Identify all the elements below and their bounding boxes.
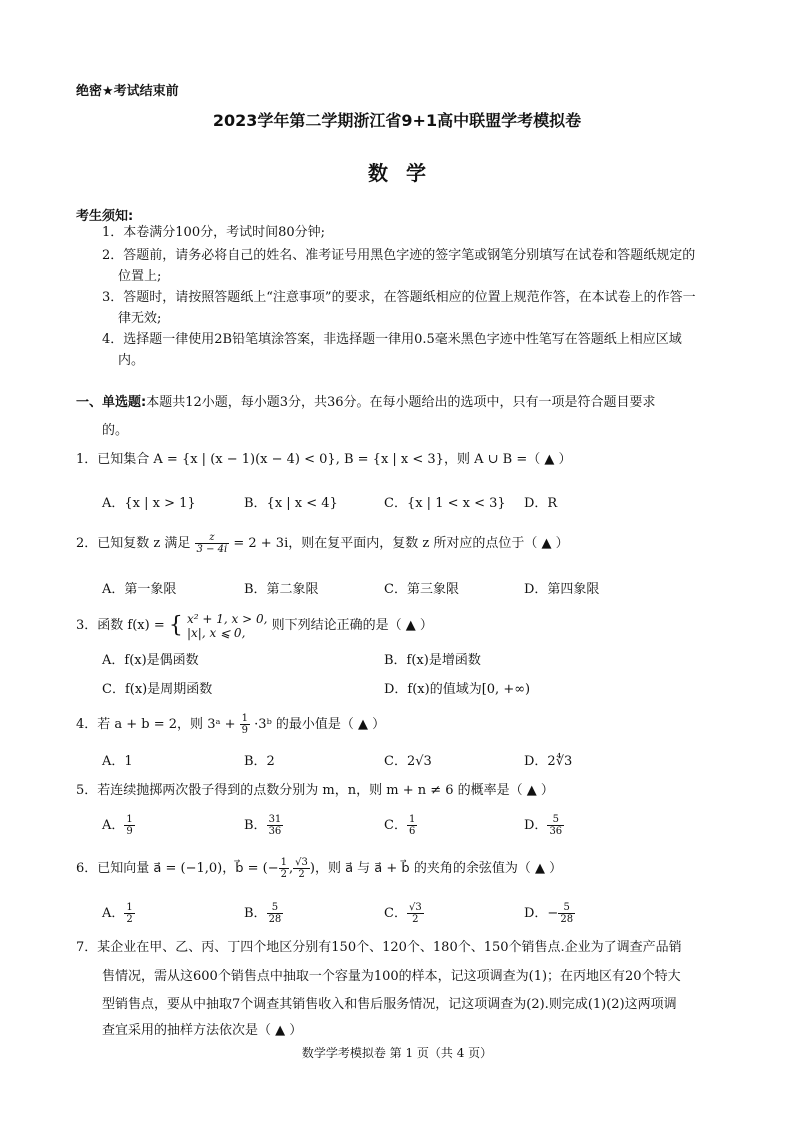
question-7-line-3: 型销售点，要从中抽取7个调查其销售收入和售后服务情况，记这项调查为(2).则完成(1)(2)这两项调 — [102, 997, 677, 1012]
option-label: C． — [384, 906, 407, 921]
option-label: A． — [102, 818, 125, 833]
q2-option-d: D．第四象限 — [524, 582, 600, 597]
frac-num: 1 — [408, 814, 416, 825]
option-label: D． — [524, 818, 548, 833]
q3-cases — [187, 612, 267, 640]
q6-option-d — [524, 902, 575, 925]
q3-case-2: |x|, x ⩽ 0, — [187, 626, 246, 640]
frac-num: 1 — [126, 902, 133, 913]
question-7-line-4: 查宜采用的抽样方法依次是（ ▲ ） — [102, 1023, 303, 1038]
q5-option-a — [102, 814, 135, 837]
option-label: B． — [244, 906, 267, 921]
subject-title: 数学 — [368, 161, 444, 185]
option-fraction — [267, 814, 284, 837]
frac-den: 28 — [560, 914, 574, 925]
frac-den: 9 — [126, 826, 133, 837]
q3-option-c: C．f(x)是周期函数 — [102, 682, 213, 697]
notice-item: 1．本卷满分100分，考试时间80分钟; — [102, 225, 326, 240]
q5-option-c — [384, 814, 417, 837]
question-7-line-2: 售情况，需从这600个销售点中抽取一个容量为100的样本，记这项调查为(1)；在丙地区有20个特大 — [102, 969, 681, 984]
section-heading — [76, 394, 656, 412]
option-fraction — [547, 814, 564, 837]
option-fraction — [124, 814, 134, 837]
q4-option-a: A．1 — [102, 754, 133, 769]
q3-option-d: D．f(x)的值域为[0, +∞) — [384, 682, 531, 697]
q4-prefix: 4．若 a + b = 2，则 3ᵃ + — [76, 717, 236, 732]
option-fraction — [267, 902, 284, 925]
q1-option-d: D．R — [524, 496, 558, 511]
q4-option-d: D．2∜3 — [524, 754, 573, 769]
frac-den: 36 — [268, 826, 282, 837]
q3-case-1: x² + 1, x > 0, — [187, 612, 268, 626]
question-6-stem: 6．已知向量 a⃗ = (−1,0)，b⃗ = (− $\frac{1}{2}$ , $\frac{√3}{2}$ )，则 a⃗ 与 a⃗ + b⃗ 的夹角的余弦值为（ ▲ ） — [76, 857, 563, 880]
frac-num: 31 — [268, 814, 282, 825]
q4-option-c: C．2√3 — [384, 754, 432, 769]
q4-fraction — [240, 713, 250, 736]
question-5-stem: 5．若连续抛掷两次骰子得到的点数分别为 m，n，则 m + n ≠ 6 的概率是（ ▲ ） — [76, 783, 554, 798]
frac-den: 6 — [408, 826, 416, 837]
q4-suffix: ·3ᵇ 的最小值是（ ▲ ） — [254, 717, 386, 732]
question-2-stem — [76, 532, 569, 555]
q5-option-d — [524, 814, 564, 837]
brace-icon: { — [168, 613, 183, 638]
section-label: 一、单选题: — [76, 395, 147, 410]
frac-num: √3 — [295, 857, 308, 868]
exam-title: 2023学年第二学期浙江省9+1高中联盟学考模拟卷 — [212, 111, 582, 130]
option-label: D．− — [524, 906, 559, 921]
q2-fraction — [195, 532, 230, 555]
option-fraction — [407, 814, 417, 837]
frac-num: 5 — [267, 902, 284, 914]
page-footer: 数学学考模拟卷 第 1 页（共 4 页） — [301, 1046, 493, 1060]
q6-option-c — [384, 902, 424, 925]
option-label: B． — [244, 818, 267, 833]
q3-suffix: 则下列结论正确的是（ ▲ ） — [271, 618, 433, 633]
frac-num: 5 — [547, 814, 564, 826]
frac-den: 3 − 4i — [196, 544, 228, 555]
question-1-stem: 1．已知集合 A = {x | (x − 1)(x − 4) < 0}, B = {x | x < 3}，则 A ∪ B =（ ▲ ） — [76, 452, 572, 467]
frac-num: z — [195, 532, 230, 544]
q5-option-b — [244, 814, 283, 837]
notice-item: 3．答题时，请按照答题纸上“注意事项”的要求，在答题纸相应的位置上规范作答，在本试卷上的作答一律无效; — [102, 290, 696, 326]
frac-den: 28 — [268, 914, 282, 925]
q6-part-b: )，则 a⃗ 与 a⃗ + b⃗ 的夹角的余弦值为（ ▲ ） — [309, 861, 563, 876]
frac-den: 2 — [126, 914, 133, 925]
notice-item: 4．选择题一律使用2B铅笔填涂答案，非选择题一律用0.5毫米黑色字迹中性笔写在答题纸上相应区域内。 — [102, 332, 682, 368]
option-fraction — [407, 902, 424, 925]
question-3-stem — [76, 612, 433, 640]
notice-item: 2．答题前，请务必将自己的姓名、准考证号用黑色字迹的签字笔或钢笔分别填写在试卷和答题纸规定的位置上; — [102, 248, 696, 284]
frac-num: 1 — [280, 857, 287, 868]
q6-fraction-2 — [293, 857, 310, 880]
q6-fraction-1 — [279, 857, 289, 880]
option-label: C． — [384, 818, 407, 833]
q3-prefix: 3．函数 f(x) = — [76, 618, 165, 633]
frac-den: 2 — [298, 869, 305, 880]
q2-option-b: B．第二象限 — [244, 582, 319, 597]
frac-den: 2 — [280, 869, 287, 880]
question-4-stem — [76, 713, 385, 736]
q2-prefix: 2．已知复数 z 满足 — [76, 536, 191, 551]
frac-den: 36 — [549, 826, 563, 837]
q4-option-b: B．2 — [244, 754, 275, 769]
notice-heading: 考生须知: — [76, 209, 134, 224]
q6-option-b — [244, 902, 283, 925]
q3-option-a: A．f(x)是偶函数 — [102, 653, 199, 668]
q1-option-b: B．{x | x < 4} — [244, 496, 338, 511]
q3-option-b: B．f(x)是增函数 — [384, 653, 481, 668]
q2-suffix: = 2 + 3i，则在复平面内，复数 z 所对应的点位于（ ▲ ） — [233, 536, 569, 551]
option-fraction — [558, 902, 575, 925]
q2-option-c: C．第三象限 — [384, 582, 459, 597]
q6-part-a: 6．已知向量 a⃗ = (−1,0)，b⃗ = (− — [76, 861, 279, 876]
frac-num: 1 — [241, 713, 249, 724]
frac-num: √3 — [408, 902, 422, 913]
q6-option-a — [102, 902, 135, 925]
question-7-line-1: 7．某企业在甲、乙、丙、丁四个地区分别有150个、120个、180个、150个销售点.企业为了调查产品销 — [76, 940, 682, 955]
option-label: A． — [102, 906, 125, 921]
frac-den: 2 — [412, 914, 419, 925]
frac-num: 1 — [126, 814, 133, 825]
frac-den: 9 — [241, 725, 249, 736]
q1-option-a: A．{x | x > 1} — [102, 496, 196, 511]
q2-option-a: A．第一象限 — [102, 582, 177, 597]
option-fraction — [124, 902, 134, 925]
frac-num: 5 — [558, 902, 575, 914]
confidential-label: 绝密★考试结束前 — [76, 84, 179, 99]
section-desc: 本题共12小题，每小题3分，共36分。在每小题给出的选项中，只有一项是符合题目要求 — [146, 395, 656, 410]
q1-option-c: C．{x | 1 < x < 3} — [384, 496, 506, 511]
section-desc-cont: 的。 — [102, 423, 129, 438]
